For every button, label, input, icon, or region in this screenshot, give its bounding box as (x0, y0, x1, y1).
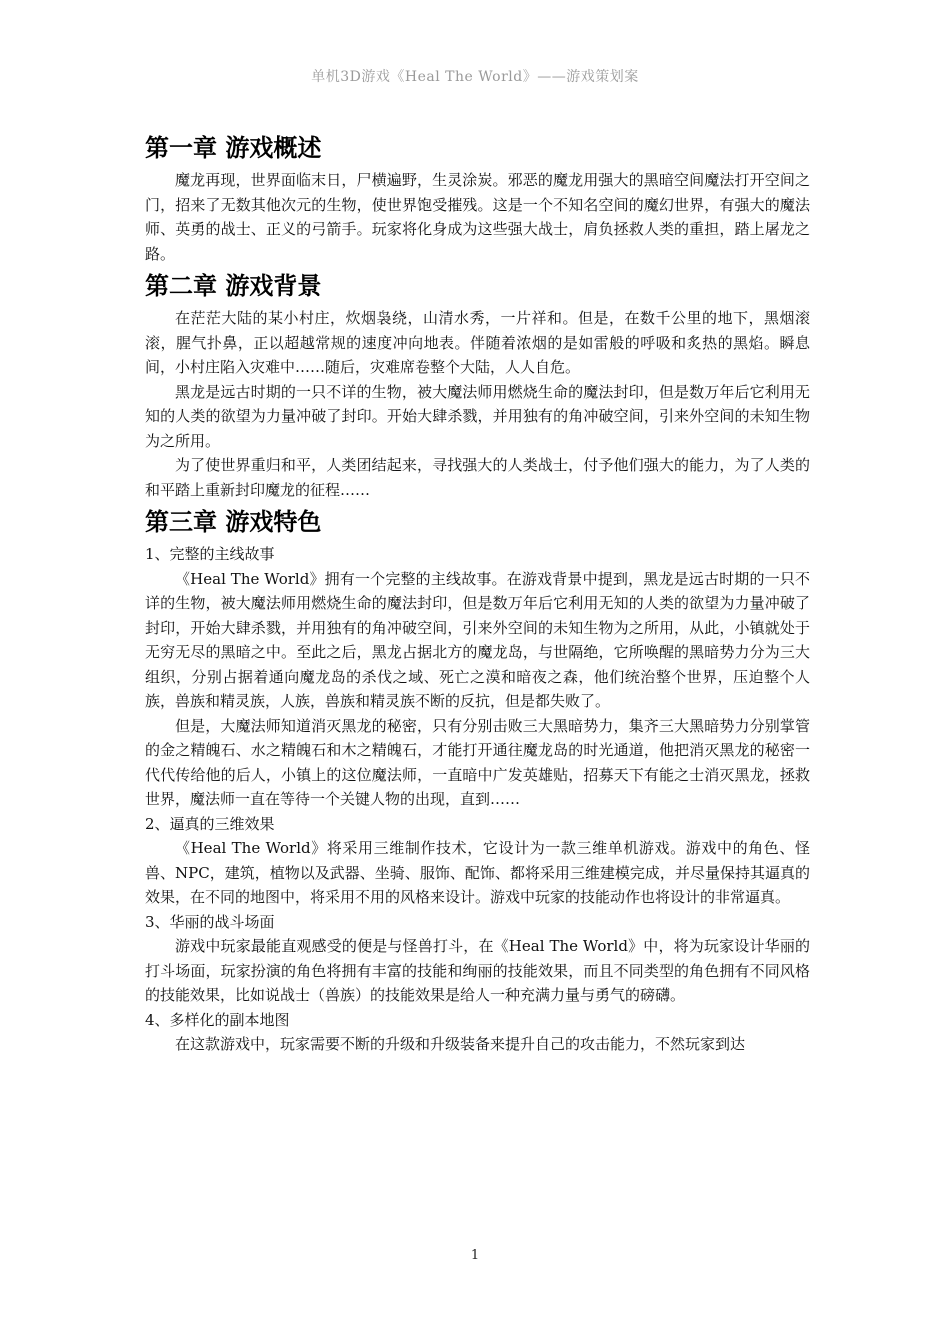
chapter-2-paragraph: 为了使世界重归和平，人类团结起来，寻找强大的人类战士，付予他们强大的能力，为了人类的和平踏上重新封印魔龙的征程…… (145, 456, 810, 499)
chapter-1-title: 第一章 游戏概述 (145, 133, 322, 162)
chapter-2-title: 第二章 游戏背景 (145, 271, 322, 300)
section-paragraph: 《Heal The World》将采用三维制作技术，它设计为一款三维单机游戏。游戏中的角色、怪兽、NPC，建筑，植物以及武器、坐骑、服饰、配饰、都将采用三维建模完成，并尽量保持其逼真的效果，在不同的地图中，将采用不用的风格来设计。游戏中玩家的技能动作也将设计的非常逼真。 (145, 839, 810, 906)
section-paragraph: 但是，大魔法师知道消灭黑龙的秘密，只有分别击败三大黑暗势力，集齐三大黑暗势力分别掌管的金之精魄石、水之精魄石和木之精魄石，才能打开通往魔龙岛的时光通道，他把消灭黑龙的秘密一代代传给他的后人，小镇上的这位魔法师，一直暗中广发英雄贴，招募天下有能之士消灭黑龙，拯救世界，魔法师一直在等待一个关键人物的出现，直到…… (145, 716, 810, 808)
section-paragraph: 《Heal The World》拥有一个完整的主线故事。在游戏背景中提到，黑龙是远古时期的一只不详的生物，被大魔法师用燃烧生命的魔法封印，但是数万年后它利用无知的人类的欲望为力量冲破了封印，开始大肆杀戮，并用独有的角冲破空间，引来外空间的未知生物为之所用，从此，小镇就处于无穷无尽的黑暗之中。至此之后，黑龙占据北方的魔龙岛，与世隔绝，它所唤醒的黑暗势力分为三大组织，分别占据着通向魔龙岛的杀伐之域、死亡之漠和暗夜之森，他们统治整个世界，压迫整个人族，兽族和精灵族，人族，兽族和精灵族不断的反抗，但是都失败了。 (145, 569, 810, 710)
running-header: 单机3D游戏《Heal The World》——游戏策划案 (311, 69, 639, 85)
chapter-3-title: 第三章 游戏特色 (145, 507, 322, 536)
chapter-1-paragraph: 魔龙再现，世界面临末日，尸横遍野，生灵涂炭。邪恶的魔龙用强大的黑暗空间魔法打开空间之门，招来了无数其他次元的生物，使世界饱受摧残。这是一个不知名空间的魔幻世界，有强大的魔法师、英勇的战士、正义的弓箭手。玩家将化身成为这些强大战士，肩负拯救人类的重担，踏上屠龙之路。 (145, 171, 810, 263)
chapter-2-paragraph: 在茫茫大陆的某小村庄，炊烟袅绕，山清水秀，一片祥和。但是，在数千公里的地下，黑烟滚滚，腥气扑鼻，正以超越常规的速度冲向地表。伴随着浓烟的是如雷般的呼吸和炙热的黑焰。瞬息间，小村庄陷入灾难中……随后，灾难席卷整个大陆，人人自危。 (145, 309, 810, 376)
section-paragraph: 游戏中玩家最能直观感受的便是与怪兽打斗，在《Heal The World》中，将为玩家设计华丽的打斗场面，玩家扮演的角色将拥有丰富的技能和绚丽的技能效果，而且不同类型的角色拥有不同风格的技能效果，比如说战士（兽族）的技能效果是给人一种充满力量与勇气的磅礴。 (145, 937, 810, 1004)
chapter-2-paragraph: 黑龙是远古时期的一只不详的生物，被大魔法师用燃烧生命的魔法封印，但是数万年后它利用无知的人类的欲望为力量冲破了封印。开始大肆杀戮，并用独有的角冲破空间，引来外空间的未知生物为之所用。 (145, 382, 810, 450)
document-body (145, 128, 810, 1057)
section-heading: 2、逼真的三维效果 (145, 814, 275, 833)
section-heading: 3、华丽的战斗场面 (145, 912, 275, 931)
section-heading: 1、完整的主线故事 (145, 545, 275, 563)
page-number: 1 (470, 1248, 480, 1263)
section-paragraph: 在这款游戏中，玩家需要不断的升级和升级装备来提升自己的攻击能力，不然玩家到达 (175, 1035, 746, 1053)
section-heading: 4、多样化的副本地图 (145, 1010, 290, 1029)
